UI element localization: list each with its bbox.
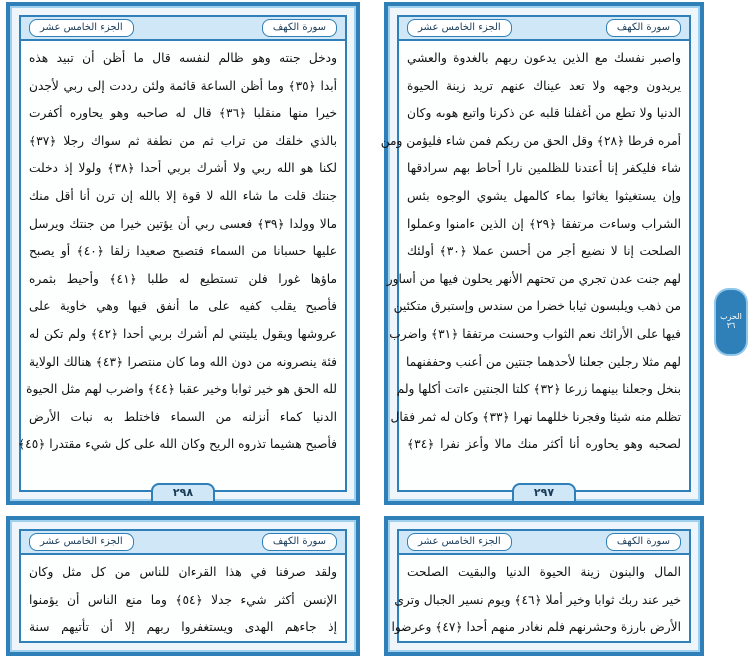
- juz-label: الجزء الخامس عشر: [29, 19, 134, 37]
- quran-page-298: [6, 2, 360, 505]
- text-line: بنخل وجعلنا بينهما زرعا ﴿٣٢﴾ كلتا الجنتين ءاتت أكلها ولم: [396, 382, 681, 397]
- text-line: مالا وولدا ﴿٣٩﴾ فعسى ربي أن يؤتين خيرا من جنتك ويرسل: [29, 216, 337, 231]
- text-line: أمره فرطا ﴿٢٨﴾ وقل الحق من ربكم فمن شاء فليؤمن ومن: [380, 133, 681, 148]
- text-line: شاء فليكفر إنا أعتدنا للظلمين نارا أحاط بهم سرادقها: [407, 161, 681, 176]
- quran-page-296-partial: [384, 516, 704, 656]
- surah-label: سورة الكهف: [262, 19, 337, 37]
- text-line: تظلم منه شيئا وفجرنا خللهما نهرا ﴿٣٣﴾ وكان له ثمر فقال: [390, 409, 681, 424]
- text-line: يريدون وجهه ولا تعد عيناك عنهم تريد زينة الحيوة: [407, 78, 681, 93]
- text-line: جنتك قلت ما شاء الله لا قوة إلا بالله إن ترن أنا أقل منك: [29, 188, 337, 203]
- juz-label: الجزء الخامس عشر: [29, 533, 134, 551]
- text-line: لكنا هو الله ربي ولا أشرك بربي أحدا ﴿٣٨﴾ ولولا إذ دخلت: [29, 161, 338, 176]
- text-line: ماؤها غورا فلن تستطيع له طلبا ﴿٤١﴾ وأحيط بثمره: [29, 271, 337, 286]
- page-header: [397, 15, 691, 41]
- page-number: ٢٩٧: [512, 483, 576, 503]
- text-line: إذ جاءهم الهدى ويستغفروا ربهم إلا أن تأتيهم سنة: [29, 620, 337, 635]
- page-header: [19, 15, 347, 41]
- page-text: [391, 559, 681, 635]
- page-number: ٢٩٨: [151, 483, 215, 503]
- text-line: فيها على الأرائك نعم الثواب وحسنت مرتفقا ﴿٣١﴾ واضرب: [389, 326, 681, 341]
- page-frame: [19, 15, 347, 492]
- text-line: الدنيا كماء أنزلنه من السماء فاختلط به نبات الأرض: [29, 409, 337, 424]
- text-line: واصبر نفسك مع الذين يدعون ربهم بالغدوة والعشي: [407, 51, 681, 65]
- text-line: فأصبح يقلب كفيه على ما أنفق فيها وهي خاوية على: [29, 299, 337, 314]
- text-line: أبدا ﴿٣٥﴾ وما أظن الساعة قائمة ولئن رددت إلى ربي لأجدن: [29, 78, 338, 93]
- quran-page-297: [380, 2, 704, 505]
- surah-label: سورة الكهف: [606, 19, 681, 37]
- page-text: [380, 45, 681, 482]
- text-line: عليها حسبانا من السماء فتصبح صعيدا زلقا ﴿٤٠﴾ أو يصبح: [29, 244, 337, 259]
- text-line: الدنيا ولا تطع من أغفلنا قلبه عن ذكرنا واتبع هوىه وكان: [407, 106, 681, 121]
- text-line: ولقد صرفنا في هذا القرءان للناس من كل مثل وكان: [29, 565, 337, 579]
- text-line: لهم مثلا رجلين جعلنا لأحدهما جنتين من أعنب وحففنهما: [406, 354, 681, 369]
- juz-label: الجزء الخامس عشر: [407, 533, 512, 551]
- hizb-marker: [714, 288, 748, 356]
- page-header: [19, 529, 347, 555]
- text-line: ودخل جنته وهو ظالم لنفسه قال ما أظن أن تبيد هذه: [29, 51, 337, 65]
- page-header: [397, 529, 691, 555]
- text-line: لهم جنت عدن تجري من تحتهم الأنهر يحلون فيها من أساور: [386, 271, 681, 286]
- text-line: المال والبنون زينة الحيوة الدنيا والبقيت الصلحت: [407, 565, 681, 579]
- text-line: خيرا منها منقلبا ﴿٣٦﴾ قال له صاحبه وهو يحاوره أكفرت: [29, 106, 337, 121]
- hizb-marker-label: الحزب ٣٦: [720, 312, 742, 330]
- text-line: الإنسن أكثر شيء جدلا ﴿٥٤﴾ وما منع الناس أن يؤمنوا: [29, 592, 337, 607]
- surah-label: سورة الكهف: [262, 533, 337, 551]
- juz-label: الجزء الخامس عشر: [407, 19, 512, 37]
- text-line: فأصبح هشيما تذروه الريح وكان الله على كل شيء مقتدرا ﴿٤٥﴾: [18, 437, 337, 452]
- page-frame: [391, 529, 691, 643]
- text-line: من ذهب ويلبسون ثيابا خضرا من سندس وإستبرق متكئين: [393, 299, 681, 314]
- text-line: عروشها ويقول يليتني لم أشرك بربي أحدا ﴿٤٢﴾ ولم تكن له: [29, 326, 337, 341]
- page-frame: [19, 529, 347, 643]
- text-line: الأرض بارزة وحشرنهم فلم نغادر منهم أحدا ﴿٤٧﴾ وعرضوا: [391, 620, 681, 635]
- text-line: بالذي خلقك من تراب ثم من نطفة ثم سواك رجلا ﴿٣٧﴾: [29, 133, 337, 148]
- page-text: [29, 559, 337, 633]
- text-line: فئة ينصرونه من دون الله وما كان منتصرا ﴿٤٣﴾ هنالك الولاية: [29, 354, 337, 369]
- text-line: لله الحق هو خير ثوابا وخير عقبا ﴿٤٤﴾ واضرب لهم مثل الحيوة: [26, 382, 337, 397]
- text-line: لصحبه وهو يحاوره أنا أكثر منك مالا وأعز نفرا ﴿٣٤﴾: [407, 437, 681, 452]
- text-line: وإن يستغيثوا يغاثوا بماء كالمهل يشوي الوجوه بئس: [407, 188, 681, 203]
- text-line: الشراب وساءت مرتفقا ﴿٢٩﴾ إن الذين ءامنوا وعملوا: [407, 216, 681, 231]
- quran-page-299-partial: [6, 516, 360, 656]
- surah-label: سورة الكهف: [606, 533, 681, 551]
- page-text: [18, 45, 338, 482]
- text-line: الصلحت إنا لا نضيع أجر من أحسن عملا ﴿٣٠﴾ أولئك: [407, 244, 681, 259]
- page-frame: [380, 15, 691, 492]
- text-line: خير عند ربك ثوابا وخير أملا ﴿٤٦﴾ ويوم نسير الجبال وترى: [394, 592, 681, 607]
